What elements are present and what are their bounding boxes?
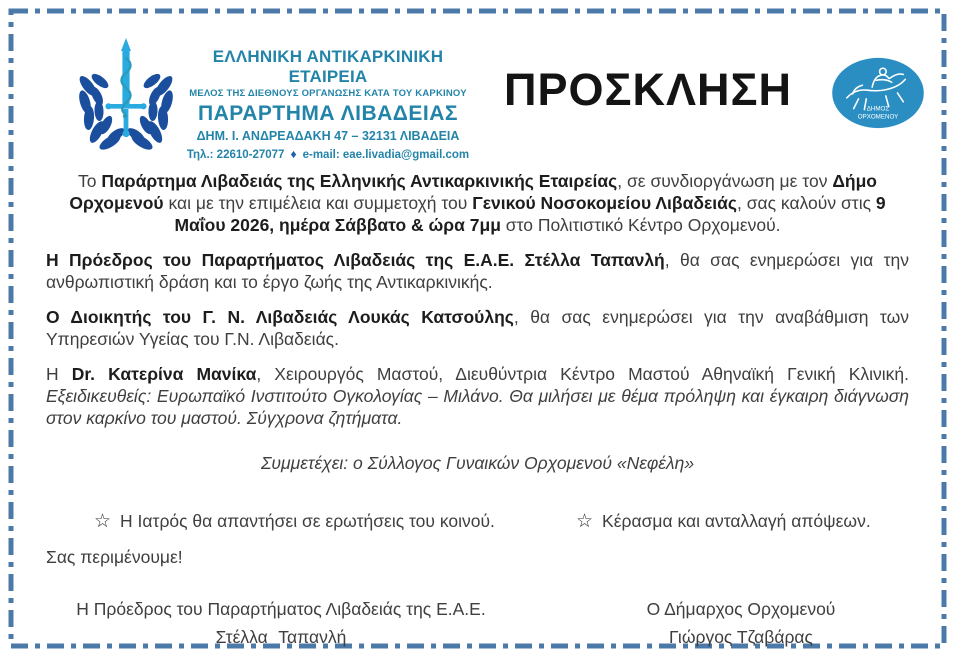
star-icon: ☆: [94, 510, 112, 532]
anticancer-society-emblem-icon: [66, 36, 186, 158]
page-title: ΠΡΟΣΚΛΗΣΗ: [503, 64, 793, 115]
signatures: [46, 595, 909, 651]
diamond-icon: ♦: [290, 147, 297, 162]
signature-president: [46, 595, 516, 651]
signature-mayor-role: Ο Δήμαρχος Ορχομενού: [646, 598, 836, 619]
organization-header: [182, 47, 474, 161]
star-icon: ☆: [576, 510, 594, 532]
note-questions: [94, 511, 576, 532]
intro-paragraph: Το Παράρτημα Λιβαδειάς της Ελληνικής Αντικαρκινικής Εταιρείας, σε συνδιοργάνωση με τον Δήμο Ορχομενού και με την επιμέλεια και συμμετοχή του Γενικού Νοσοκομείου Λιβαδειάς, σας καλούν στις 9 Μαΐου 2026, ημέρα Σάββατο & ώρα 7μμ στο Πολιτιστικό Κέντρο Ορχομενού.: [69, 171, 886, 236]
signature-mayor: [591, 595, 891, 651]
organization-name: ΕΛΛΗΝΙΚΗ ΑΝΤΙΚΑΡΚΙΝΙΚΗ ΕΤΑΙΡΕΙΑ: [212, 47, 444, 86]
star-notes-row: [46, 511, 909, 532]
municipal-logo-text-line1: ΔΗΜΟΣ: [866, 105, 890, 113]
organization-contact: [182, 147, 474, 161]
invitation-body: [0, 170, 955, 651]
organization-address: ΔΗΜ. Ι. ΑΝΔΡΕΑΔΑΚΗ 47 – 32131 ΛΙΒΑΔΕΙΑ: [196, 129, 460, 144]
organization-membership: ΜΕΛΟΣ ΤΗΣ ΔΙΕΘΝΟΥΣ ΟΡΓΑΝΩΣΗΣ ΚΑΤΑ ΤΟΥ ΚΑΡΚΙΝΟΥ: [189, 88, 467, 100]
director-paragraph: Ο Διοικητής του Γ. Ν. Λιβαδειάς Λουκάς Κατσούλης, θα σας ενημερώσει για την αναβάθμιση των Υπηρεσιών Υγείας του Γ.Ν. Λιβαδειάς.: [46, 307, 910, 350]
doctor-paragraph: Η Dr. Κατερίνα Μανίκα, Χειρουργός Μαστού, Διευθύντρια Κέντρο Μαστού Αθηναϊκή Γενική Κλινική. Εξειδικευθείς: Ευρωπαϊκό Ινστιτούτο Ογκολογίας – Μιλάνο. Θα μιλήσει με θέμα πρόληψη και έγκαιρη διάγνωση στον καρκίνο του μαστού. Σύγχρονα ζητήματα.: [46, 364, 909, 429]
municipal-logo-text-line2: ΟΡΧΟΜΕΝΟΥ: [857, 113, 899, 121]
closing-line: Σας περιμένουμε!: [46, 546, 183, 567]
signature-president-role: Η Πρόεδρος του Παραρτήματος Λιβαδειάς της Ε.Α.Ε.: [76, 598, 486, 619]
phone-number: Τηλ.: 22610-27077: [186, 149, 285, 162]
president-paragraph: Η Πρόεδρος του Παραρτήματος Λιβαδειάς της Ε.Α.Ε. Στέλλα Ταπανλή, θα σας ενημερώσει για την ανθρωπιστική δράση και το έργο ζωής της Αντικαρκινικής.: [46, 250, 909, 293]
note-refreshments: [576, 511, 871, 532]
signature-mayor-name: Γιώργος Τζαβάρας: [669, 626, 813, 647]
signature-president-name: Στέλλα Ταπανλή: [215, 626, 347, 647]
email-address: e-mail: eae.livadia@gmail.com: [302, 149, 470, 162]
participation-note: Συμμετέχει: ο Σύλλογος Γυναικών Ορχομενού «Νεφέλη»: [260, 453, 695, 474]
orchomenos-municipality-logo: [829, 55, 927, 131]
note-refreshments-text: Κέρασμα και ανταλλαγή απόψεων.: [602, 510, 871, 531]
organization-branch: ΠΑΡΑΡΤΗΜΑ ΛΙΒΑΔΕΙΑΣ: [197, 102, 459, 126]
note-questions-text: Η Ιατρός θα απαντήσει σε ερωτήσεις του κοινού.: [120, 510, 495, 531]
